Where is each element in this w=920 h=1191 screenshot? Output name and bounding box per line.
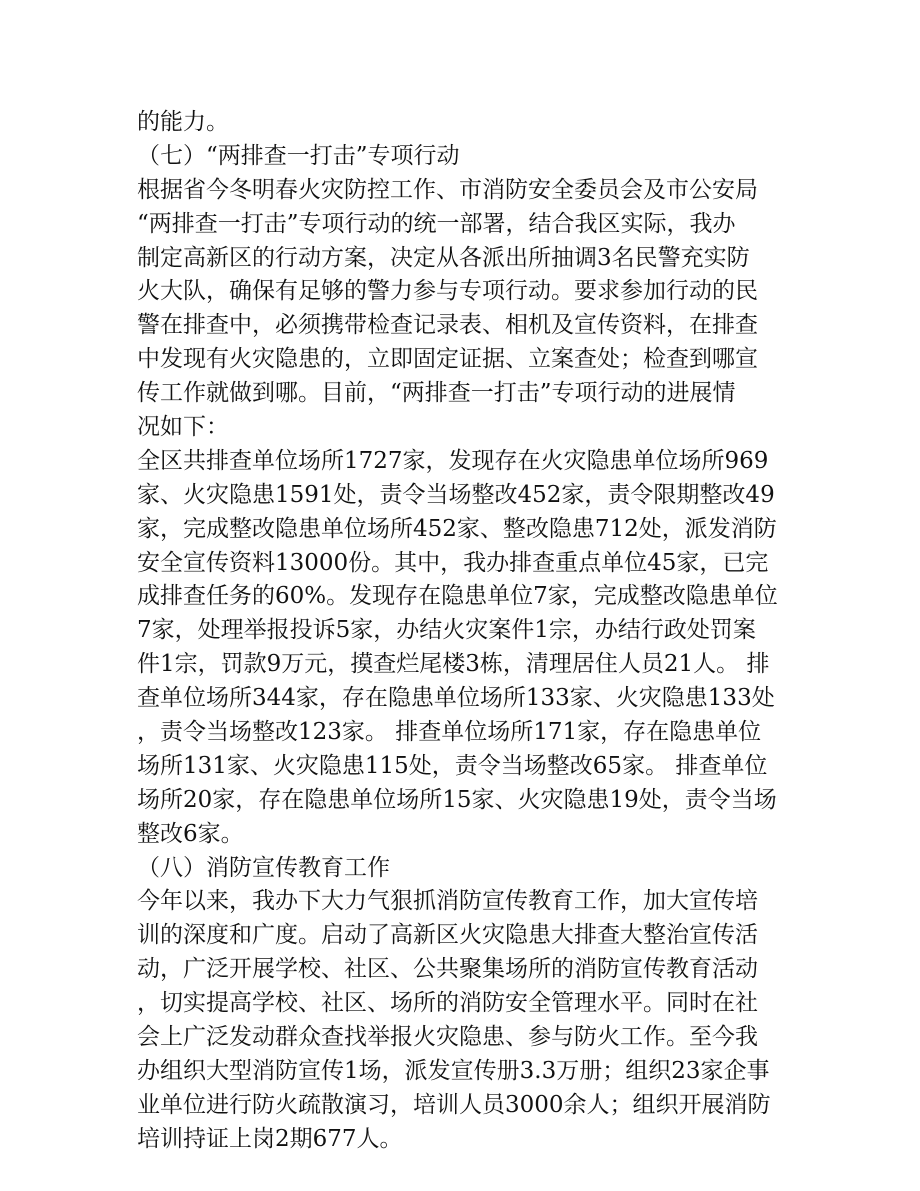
paragraph-line: ，责令当场整改123家。 排查单位场所171家，存在隐患单位: [137, 719, 762, 746]
paragraph-line: 查单位场所344家，存在隐患单位场所133家、火灾隐患133处: [137, 685, 775, 712]
paragraph-line: 7家，处理举报投诉5家，办结火灾案件1宗，办结行政处罚案: [137, 617, 756, 644]
paragraph-line: 件1宗，罚款9万元，摸查烂尾楼3栋，清理居住人员21人。 排: [137, 651, 770, 678]
section-7-heading: （七）“两排查一打击”专项行动: [137, 142, 460, 169]
paragraph-line: 警在排查中，必须携带检查记录表、相机及宣传资料，在排查: [137, 312, 758, 339]
paragraph-line: 传工作就做到哪。目前，“两排查一打击”专项行动的进展情: [137, 380, 736, 407]
paragraph-line: 场所131家、火灾隐患115处，责令当场整改65家。 排查单位: [137, 752, 768, 779]
paragraph-line: 今年以来，我办下大力气狠抓消防宣传教育工作，加大宣传培: [137, 888, 758, 915]
intro-tail-line: 的能力。: [137, 109, 229, 135]
paragraph-line: 场所20家，存在隐患单位场所15家、火灾隐患19处，责令当场: [137, 786, 777, 813]
paragraph-line: 会上广泛发动群众查找举报火灾隐患、参与防火工作。至今我: [137, 1024, 758, 1051]
paragraph-line: 火大队，确保有足够的警力参与专项行动。要求参加行动的民: [137, 278, 758, 305]
document-body: [137, 106, 787, 1157]
paragraph-line: “两排查一打击”专项行动的统一部署，结合我区实际，我办: [137, 210, 736, 237]
paragraph-line: 业单位进行防火疏散演习，培训人员3000余人；组织开展消防: [137, 1091, 771, 1118]
paragraph-line: 家，完成整改隐患单位场所452家、整改隐患712处，派发消防: [137, 515, 777, 542]
section-7-paragraph-1: [137, 174, 787, 445]
section-7-paragraph-2: [137, 445, 787, 852]
paragraph-line: 整改6家。: [137, 820, 244, 847]
paragraph-line: 动，广泛开展学校、社区、公共聚集场所的消防宣传教育活动: [137, 956, 758, 983]
paragraph-line: 培训持证上岗2期677人。: [137, 1125, 403, 1152]
section-8-paragraph: [137, 885, 787, 1156]
paragraph-line: 况如下：: [137, 414, 229, 441]
paragraph-line: 安全宣传资料13000份。其中，我办排查重点单位45家，已完: [137, 549, 769, 576]
paragraph-line: 根据省今冬明春火灾防控工作、市消防安全委员会及市公安局: [137, 176, 758, 203]
paragraph-line: 中发现有火灾隐患的，立即固定证据、立案查处；检查到哪宣: [137, 346, 758, 373]
paragraph-line: 训的深度和广度。启动了高新区火灾隐患大排查大整治宣传活: [137, 922, 758, 949]
paragraph-line: 制定高新区的行动方案，决定从各派出所抽调3名民警充实防: [137, 244, 750, 271]
paragraph-line: 全区共排查单位场所1727家，发现存在火灾隐患单位场所969: [137, 447, 769, 474]
paragraph-line: 家、火灾隐患1591处，责令当场整改452家，责令限期整改49: [137, 481, 775, 508]
paragraph-line: 成排查任务的60%。发现存在隐患单位7家，完成整改隐患单位: [137, 583, 778, 610]
paragraph-line: ，切实提高学校、社区、场所的消防安全管理水平。同时在社: [137, 990, 758, 1017]
paragraph-line: 办组织大型消防宣传1场，派发宣传册3.3万册；组织23家企事: [137, 1057, 770, 1084]
section-8-heading: （八）消防宣传教育工作: [137, 854, 390, 881]
